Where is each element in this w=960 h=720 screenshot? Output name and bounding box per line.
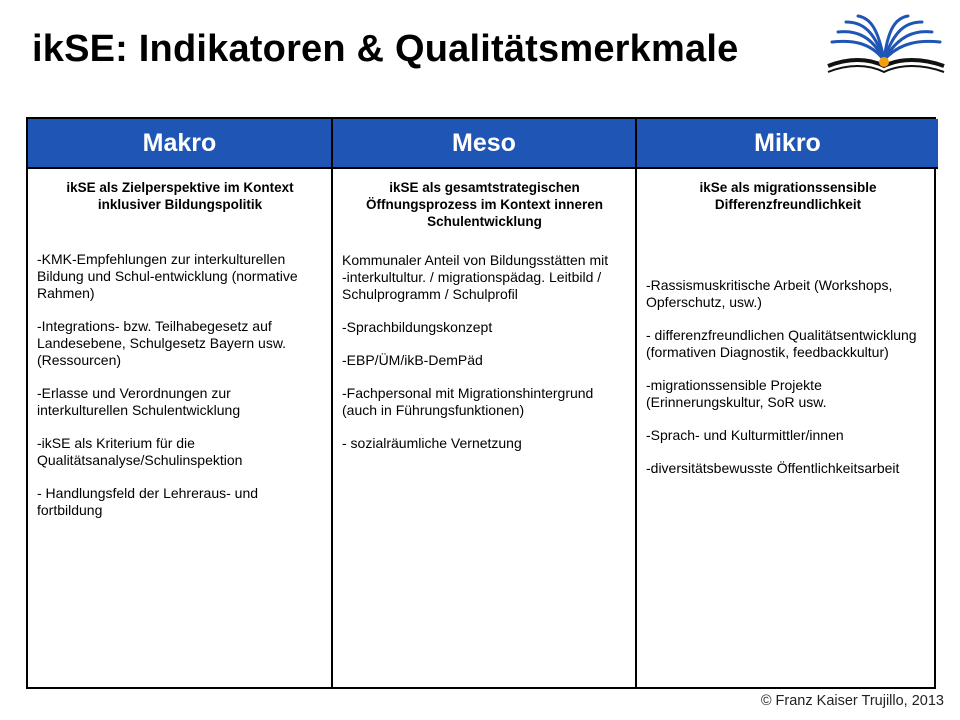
list-item: -interkultultur. / migrationspädag. Leitbild / Schulprogramm / Schulprofil bbox=[342, 269, 602, 302]
list-item: -Erlasse und Verordnungen zur interkulturellen Schulentwicklung bbox=[37, 385, 241, 418]
list-item: - Handlungsfeld der Lehreraus- und fortbildung bbox=[37, 485, 259, 518]
list-item: -Fachpersonal mit Migrationshintergrund (auch in Führungsfunktionen) bbox=[342, 385, 594, 418]
list-item: -EBP/ÜM/ikB-DemPäd bbox=[342, 352, 483, 368]
list-item: - differenzfreundlichen Qualitätsentwicklung (formativen Diagnostik, feedbackkultur) bbox=[646, 327, 917, 360]
column-header-makro: Makro bbox=[28, 119, 331, 169]
list-item: -ikSE als Kriterium für die Qualitätsanalyse/Schulinspektion bbox=[37, 435, 243, 468]
list-item: -Rassismuskritische Arbeit (Workshops, Opferschutz, usw.) bbox=[646, 277, 893, 310]
column-subtitle: ikSe als migrationssensible Differenzfreundlichkeit bbox=[699, 180, 877, 212]
list-item: -KMK-Empfehlungen zur interkulturellen Bildung und Schul-entwicklung (normative Rahmen) bbox=[37, 251, 298, 301]
list-item: -Sprach- und Kulturmittler/innen bbox=[646, 427, 844, 443]
list-item: -Sprachbildungskonzept bbox=[342, 319, 493, 335]
indicator-table bbox=[26, 117, 936, 689]
column-cell-makro bbox=[28, 169, 331, 687]
column-subtitle: ikSE als gesamtstrategischen Öffnungsprozess im Kontext inneren Schulentwicklung bbox=[365, 180, 604, 229]
list-item: -migrationssensible Projekte (Erinnerungskultur, SoR usw. bbox=[646, 377, 827, 410]
column-header-mikro: Mikro bbox=[635, 119, 938, 169]
list-item: - sozialräumliche Vernetzung bbox=[342, 435, 522, 451]
column-header-meso: Meso bbox=[331, 119, 635, 169]
page-title: ikSE: Indikatoren & Qualitätsmerkmale bbox=[32, 28, 739, 70]
list-item: -Integrations- bzw. Teilhabegesetz auf Landesebene, Schulgesetz Bayern usw. (Ressourcen) bbox=[37, 318, 287, 368]
column-cell-meso bbox=[331, 169, 635, 687]
column-subtitle: ikSE als Zielperspektive im Kontext inklusiver Bildungspolitik bbox=[66, 180, 294, 212]
list-item: -diversitätsbewusste Öffentlichkeitsarbeit bbox=[646, 460, 900, 476]
copyright-notice: © Franz Kaiser Trujillo, 2013 bbox=[760, 693, 944, 709]
list-item: Kommunaler Anteil von Bildungsstätten mit bbox=[342, 252, 609, 268]
column-cell-mikro bbox=[635, 169, 938, 687]
open-book-logo-icon bbox=[826, 12, 946, 82]
